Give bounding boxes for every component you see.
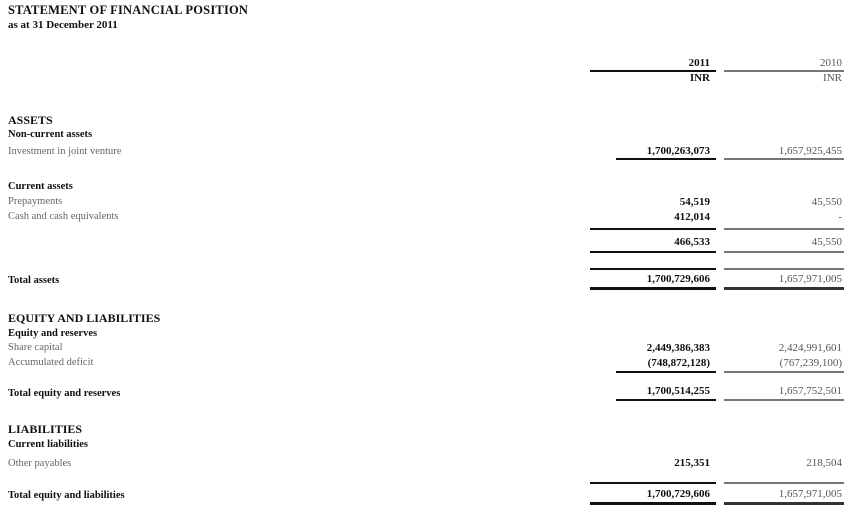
total-equity-liabilities-label: Total equity and liabilities <box>8 490 125 501</box>
investment-prior: 1,657,925,455 <box>778 145 842 157</box>
current-assets-current-bottom-rule <box>590 251 716 253</box>
total-equity-prior: 1,657,752,501 <box>778 385 842 397</box>
total-assets-prior-double-rule <box>724 287 844 290</box>
current-assets-heading: Current assets <box>8 181 73 192</box>
current-assets-subtotal-current: 466,533 <box>674 236 710 248</box>
current-liabilities-heading: Current liabilities <box>8 439 89 450</box>
liabilities-heading: LIABILITIES <box>8 422 83 436</box>
prior-year-rule <box>724 70 844 72</box>
prepayments-prior: 45,550 <box>811 196 842 208</box>
total-assets-prior: 1,657,971,005 <box>778 273 842 285</box>
total-assets-prior-top-rule <box>724 268 844 270</box>
accumulated-deficit-label: Accumulated deficit <box>8 357 94 368</box>
total-assets-current: 1,700,729,606 <box>646 273 710 285</box>
equity-current-rule <box>616 371 716 373</box>
total-assets-label: Total assets <box>8 275 60 286</box>
statement-subtitle: as at 31 December 2011 <box>8 19 118 31</box>
other-payables-current: 215,351 <box>674 457 710 469</box>
current-year-rule <box>590 70 716 72</box>
other-payables-prior: 218,504 <box>806 457 842 469</box>
total-equity-liabilities-prior-top-rule <box>724 482 844 484</box>
total-equity-current-rule <box>616 399 716 401</box>
investment-current: 1,700,263,073 <box>646 145 710 157</box>
share-capital-prior: 2,424,991,601 <box>778 342 842 354</box>
investment-prior-rule <box>724 158 844 160</box>
share-capital-label: Share capital <box>8 342 63 353</box>
cash-prior: - <box>838 211 842 223</box>
total-assets-current-top-rule <box>590 268 716 270</box>
cash-label: Cash and cash equivalents <box>8 211 119 222</box>
share-capital-current: 2,449,386,383 <box>646 342 710 354</box>
total-equity-prior-rule <box>724 399 844 401</box>
current-currency-heading: INR <box>689 72 710 84</box>
current-assets-prior-bottom-rule <box>724 251 844 253</box>
assets-heading: ASSETS <box>8 113 53 127</box>
accumulated-deficit-prior: (767,239,100) <box>779 357 842 369</box>
current-assets-prior-top-rule <box>724 228 844 230</box>
current-assets-subtotal-prior: 45,550 <box>811 236 842 248</box>
investment-current-rule <box>616 158 716 160</box>
non-current-assets-heading: Non-current assets <box>8 129 93 140</box>
cash-current: 412,014 <box>674 211 710 223</box>
prior-currency-heading: INR <box>823 72 842 84</box>
equity-prior-rule <box>724 371 844 373</box>
total-assets-current-double-rule <box>590 287 716 290</box>
total-equity-liabilities-current-double-rule <box>590 502 716 505</box>
total-equity-liabilities-prior: 1,657,971,005 <box>778 488 842 500</box>
total-equity-liabilities-prior-double-rule <box>724 502 844 505</box>
equity-reserves-heading: Equity and reserves <box>8 328 98 339</box>
total-equity-liabilities-current: 1,700,729,606 <box>646 488 710 500</box>
total-equity-current: 1,700,514,255 <box>646 385 710 397</box>
prior-year-heading: 2010 <box>820 57 842 69</box>
investment-label: Investment in joint venture <box>8 146 122 157</box>
total-equity-liabilities-current-top-rule <box>590 482 716 484</box>
other-payables-label: Other payables <box>8 458 72 469</box>
accumulated-deficit-current: (748,872,128) <box>647 357 710 369</box>
equity-liabilities-heading: EQUITY AND LIABILITIES <box>8 311 161 325</box>
statement-title: STATEMENT OF FINANCIAL POSITION <box>8 3 249 17</box>
current-year-heading: 2011 <box>688 57 710 69</box>
total-equity-label: Total equity and reserves <box>8 388 121 399</box>
prepayments-current: 54,519 <box>679 196 710 208</box>
prepayments-label: Prepayments <box>8 196 63 207</box>
current-assets-current-top-rule <box>590 228 716 230</box>
